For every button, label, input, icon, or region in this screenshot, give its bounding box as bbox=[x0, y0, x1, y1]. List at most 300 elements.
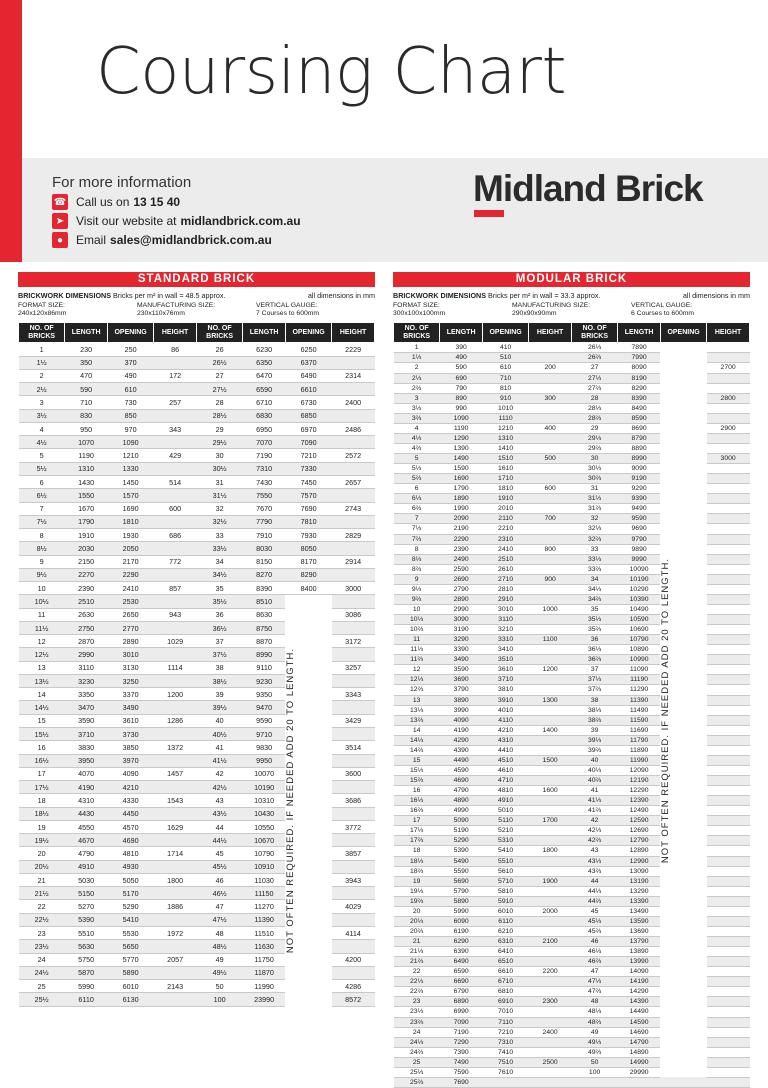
table-cell: 12390 bbox=[618, 796, 661, 806]
table-cell: 4570 bbox=[107, 820, 153, 833]
table-cell: 5½ bbox=[19, 462, 65, 475]
table-row bbox=[394, 1077, 750, 1087]
table-cell: 4190 bbox=[440, 725, 483, 735]
table-cell: 86 bbox=[154, 343, 197, 356]
standard-brick-panel bbox=[18, 272, 375, 1024]
table-cell: 1090 bbox=[107, 436, 153, 449]
table-cell: 5290 bbox=[107, 900, 153, 913]
table-cell: 18 bbox=[394, 846, 440, 856]
table-cell: 37½ bbox=[196, 648, 242, 661]
table-cell: 1543 bbox=[154, 794, 197, 807]
table-cell: 25⅔ bbox=[394, 1077, 440, 1087]
table-cell: 2510 bbox=[65, 595, 108, 608]
table-cell bbox=[707, 786, 750, 796]
table-cell bbox=[707, 594, 750, 604]
table-cell: 9590 bbox=[618, 514, 661, 524]
table-cell: 11 bbox=[19, 608, 65, 621]
table-cell: 10090 bbox=[618, 564, 661, 574]
table-cell bbox=[707, 695, 750, 705]
table-cell bbox=[707, 584, 750, 594]
table-cell: 8490 bbox=[618, 403, 661, 413]
table-cell bbox=[332, 728, 375, 741]
table-cell: 9190 bbox=[618, 474, 661, 484]
table-cell: 31½ bbox=[196, 489, 242, 502]
table-cell: 3 bbox=[19, 396, 65, 409]
table-cell: 4½ bbox=[19, 436, 65, 449]
table-cell: 22 bbox=[394, 967, 440, 977]
table-cell: 10490 bbox=[618, 604, 661, 614]
table-cell: 27 bbox=[196, 369, 242, 382]
table-cell: 1690 bbox=[440, 474, 483, 484]
table-cell: 5050 bbox=[107, 873, 153, 886]
table-cell: 24 bbox=[19, 953, 65, 966]
table-cell: 9290 bbox=[618, 484, 661, 494]
table-cell: 25 bbox=[394, 1057, 440, 1067]
table-cell: 4610 bbox=[482, 765, 528, 775]
cursor-icon: ➤ bbox=[52, 213, 68, 229]
table-cell: 343 bbox=[154, 422, 197, 435]
table-cell bbox=[529, 776, 572, 786]
table-cell: 27⅔ bbox=[571, 383, 617, 393]
table-cell: 5910 bbox=[482, 896, 528, 906]
table-cell: 3686 bbox=[332, 794, 375, 807]
table-cell: 10⅔ bbox=[394, 625, 440, 635]
table-cell: 1990 bbox=[440, 504, 483, 514]
table-cell: 490 bbox=[440, 353, 483, 363]
table-cell: 2310 bbox=[482, 534, 528, 544]
table-cell: 5 bbox=[19, 449, 65, 462]
standard-dims-text: Bricks per m² in wall = 48.5 approx. bbox=[113, 291, 226, 300]
table-cell: 3514 bbox=[332, 741, 375, 754]
table-cell: 2610 bbox=[482, 564, 528, 574]
table-cell: 6970 bbox=[285, 422, 331, 435]
table-cell: 28 bbox=[571, 393, 617, 403]
table-cell: 12½ bbox=[19, 648, 65, 661]
table-cell bbox=[332, 807, 375, 820]
call-number[interactable]: 13 15 40 bbox=[133, 195, 181, 209]
column-header: HEIGHT bbox=[529, 323, 572, 343]
table-cell: 10⅓ bbox=[394, 615, 440, 625]
table-cell: 5410 bbox=[482, 846, 528, 856]
page-title: Coursing Chart bbox=[96, 35, 567, 109]
table-cell: 950 bbox=[65, 422, 108, 435]
table-cell: 10390 bbox=[618, 594, 661, 604]
table-cell: 3943 bbox=[332, 873, 375, 886]
table-cell: 990 bbox=[440, 403, 483, 413]
table-cell: 40½ bbox=[196, 728, 242, 741]
table-cell: 21⅔ bbox=[394, 957, 440, 967]
table-cell: 38 bbox=[571, 695, 617, 705]
table-cell: 3010 bbox=[107, 648, 153, 661]
table-cell: 8572 bbox=[332, 993, 375, 1006]
table-cell: 48½ bbox=[196, 940, 242, 953]
table-cell: 24 bbox=[394, 1027, 440, 1037]
table-cell: 1029 bbox=[154, 635, 197, 648]
table-cell: 4690 bbox=[440, 776, 483, 786]
table-cell: 1800 bbox=[529, 846, 572, 856]
table-cell: 7930 bbox=[285, 529, 331, 542]
table-cell: 23 bbox=[19, 927, 65, 940]
table-cell: 943 bbox=[154, 608, 197, 621]
table-cell: 32 bbox=[571, 514, 617, 524]
table-cell: 890 bbox=[440, 393, 483, 403]
table-cell bbox=[529, 896, 572, 906]
table-cell: 14190 bbox=[618, 977, 661, 987]
table-cell: 25⅓ bbox=[394, 1067, 440, 1077]
table-cell: 3190 bbox=[440, 625, 483, 635]
table-cell: 2914 bbox=[332, 555, 375, 568]
table-cell: 4200 bbox=[332, 953, 375, 966]
table-cell: 1900 bbox=[529, 876, 572, 886]
table-cell bbox=[529, 584, 572, 594]
modular-gauge-value: 6 Courses to 600mm bbox=[631, 310, 695, 318]
table-cell: 44⅓ bbox=[571, 886, 617, 896]
table-cell bbox=[707, 715, 750, 725]
table-cell: 2590 bbox=[440, 564, 483, 574]
brand-logo: Midland Brick bbox=[473, 168, 703, 209]
table-cell: 5490 bbox=[440, 856, 483, 866]
table-cell: 15 bbox=[19, 714, 65, 727]
table-cell: 49⅔ bbox=[571, 1047, 617, 1057]
table-cell bbox=[529, 443, 572, 453]
table-cell: 4 bbox=[19, 422, 65, 435]
table-cell: 410 bbox=[482, 343, 528, 353]
table-cell: 19½ bbox=[19, 834, 65, 847]
table-cell bbox=[529, 413, 572, 423]
table-cell: 39 bbox=[571, 725, 617, 735]
table-cell: 7990 bbox=[618, 353, 661, 363]
table-cell: 48 bbox=[196, 927, 242, 940]
table-cell: 6 bbox=[19, 475, 65, 488]
table-cell: 1450 bbox=[107, 475, 153, 488]
table-cell bbox=[154, 674, 197, 687]
table-cell: 6250 bbox=[285, 343, 331, 356]
table-cell: 2050 bbox=[107, 542, 153, 555]
table-cell: 9⅔ bbox=[394, 594, 440, 604]
table-cell: 4430 bbox=[65, 807, 108, 820]
table-cell: 8⅓ bbox=[394, 554, 440, 564]
table-cell: 3370 bbox=[107, 688, 153, 701]
table-cell: 3429 bbox=[332, 714, 375, 727]
table-cell: 7070 bbox=[243, 436, 286, 449]
table-cell: 710 bbox=[65, 396, 108, 409]
table-cell: 8290 bbox=[618, 383, 661, 393]
table-cell bbox=[707, 383, 750, 393]
table-cell bbox=[332, 436, 375, 449]
table-cell: 11⅔ bbox=[394, 655, 440, 665]
table-cell: 9950 bbox=[243, 754, 286, 767]
table-cell: 30⅓ bbox=[571, 464, 617, 474]
table-cell: 1629 bbox=[154, 820, 197, 833]
table-cell: 24½ bbox=[19, 966, 65, 979]
table-cell bbox=[529, 534, 572, 544]
table-cell bbox=[707, 816, 750, 826]
table-cell: 1410 bbox=[482, 443, 528, 453]
table-row bbox=[19, 475, 375, 488]
table-cell: 48 bbox=[571, 997, 617, 1007]
table-cell bbox=[332, 568, 375, 581]
table-cell: 7570 bbox=[285, 489, 331, 502]
table-cell: 2890 bbox=[107, 635, 153, 648]
table-cell: 6110 bbox=[482, 916, 528, 926]
table-cell: 3910 bbox=[482, 695, 528, 705]
table-cell: 6710 bbox=[243, 396, 286, 409]
table-cell: 5990 bbox=[440, 906, 483, 916]
table-cell: 10310 bbox=[243, 794, 286, 807]
table-cell: 2500 bbox=[529, 1057, 572, 1067]
table-cell: 490 bbox=[107, 369, 153, 382]
table-cell: 10990 bbox=[618, 655, 661, 665]
table-cell: 3990 bbox=[440, 705, 483, 715]
table-cell: 590 bbox=[65, 383, 108, 396]
table-cell: 7430 bbox=[243, 475, 286, 488]
table-cell bbox=[529, 1007, 572, 1017]
table-cell bbox=[707, 524, 750, 534]
table-cell: 1910 bbox=[65, 529, 108, 542]
table-cell bbox=[707, 765, 750, 775]
table-cell: 10670 bbox=[243, 834, 286, 847]
table-cell: 8390 bbox=[618, 393, 661, 403]
table-cell: 4790 bbox=[440, 786, 483, 796]
table-cell: 14 bbox=[19, 688, 65, 701]
table-cell: 8⅔ bbox=[394, 564, 440, 574]
table-cell: 3970 bbox=[107, 754, 153, 767]
table-cell: 29 bbox=[571, 423, 617, 433]
table-cell: 22½ bbox=[19, 913, 65, 926]
table-cell: 40 bbox=[571, 755, 617, 765]
table-cell bbox=[707, 373, 750, 383]
table-cell: 1200 bbox=[154, 688, 197, 701]
table-cell: 8990 bbox=[243, 648, 286, 661]
table-cell: 2870 bbox=[65, 635, 108, 648]
table-cell: 13790 bbox=[618, 937, 661, 947]
table-cell: 20⅔ bbox=[394, 926, 440, 936]
table-cell bbox=[529, 947, 572, 957]
table-cell: 5890 bbox=[440, 896, 483, 906]
table-cell: 32⅓ bbox=[571, 524, 617, 534]
table-cell: 16 bbox=[19, 741, 65, 754]
table-cell: 8510 bbox=[243, 595, 286, 608]
table-cell: 41⅔ bbox=[571, 806, 617, 816]
table-cell: 7610 bbox=[482, 1067, 528, 1077]
standard-dims-label: BRICKWORK DIMENSIONS bbox=[18, 291, 112, 300]
table-cell bbox=[154, 860, 197, 873]
table-cell: 32½ bbox=[196, 515, 242, 528]
table-cell: 46 bbox=[196, 873, 242, 886]
table-cell: 300 bbox=[529, 393, 572, 403]
table-cell: 33⅔ bbox=[571, 564, 617, 574]
table-cell: 5150 bbox=[65, 887, 108, 900]
table-cell: 2810 bbox=[482, 584, 528, 594]
table-cell: 6090 bbox=[440, 916, 483, 926]
table-cell: 3950 bbox=[65, 754, 108, 767]
table-cell: 8590 bbox=[618, 413, 661, 423]
table-cell: 2890 bbox=[440, 594, 483, 604]
table-cell: 2229 bbox=[332, 343, 375, 356]
table-cell: 8400 bbox=[285, 582, 331, 595]
table-cell bbox=[707, 635, 750, 645]
table-cell bbox=[529, 1067, 572, 1077]
table-cell: 38 bbox=[196, 661, 242, 674]
table-cell: 17 bbox=[394, 816, 440, 826]
table-cell bbox=[707, 1077, 750, 1087]
table-cell: 1114 bbox=[154, 661, 197, 674]
table-cell: 13190 bbox=[618, 876, 661, 886]
table-cell: 610 bbox=[482, 363, 528, 373]
table-cell: 5750 bbox=[65, 953, 108, 966]
table-cell: 7090 bbox=[440, 1017, 483, 1027]
table-cell: 6⅔ bbox=[394, 504, 440, 514]
table-cell: 6990 bbox=[440, 1007, 483, 1017]
table-cell: 2057 bbox=[154, 953, 197, 966]
table-cell: 6910 bbox=[482, 997, 528, 1007]
table-cell: 15½ bbox=[19, 728, 65, 741]
table-cell: 1810 bbox=[482, 484, 528, 494]
table-cell: 1310 bbox=[65, 462, 108, 475]
table-cell: 2⅔ bbox=[394, 383, 440, 393]
table-cell: 8690 bbox=[618, 423, 661, 433]
table-cell: 28⅓ bbox=[571, 403, 617, 413]
modular-dims-label: BRICKWORK DIMENSIONS bbox=[393, 291, 487, 300]
table-cell: 13090 bbox=[618, 866, 661, 876]
table-cell: 250 bbox=[107, 343, 153, 356]
table-cell: 2900 bbox=[707, 423, 750, 433]
modular-dims-right: all dimensions in mm bbox=[682, 291, 750, 300]
table-cell: 350 bbox=[65, 356, 108, 369]
table-cell: 2210 bbox=[482, 524, 528, 534]
table-cell: 8170 bbox=[285, 555, 331, 568]
table-cell: 3172 bbox=[332, 635, 375, 648]
table-cell bbox=[154, 436, 197, 449]
table-cell: 772 bbox=[154, 555, 197, 568]
table-cell: 49⅓ bbox=[571, 1037, 617, 1047]
table-cell: 41 bbox=[196, 741, 242, 754]
column-header: HEIGHT bbox=[332, 323, 375, 343]
table-cell bbox=[707, 625, 750, 635]
table-cell: 8030 bbox=[243, 542, 286, 555]
table-cell bbox=[707, 433, 750, 443]
table-cell: 9 bbox=[394, 574, 440, 584]
table-cell: 6 bbox=[394, 484, 440, 494]
table-cell bbox=[154, 462, 197, 475]
table-cell: 4210 bbox=[482, 725, 528, 735]
table-cell: 2990 bbox=[65, 648, 108, 661]
table-cell: 4410 bbox=[482, 745, 528, 755]
table-cell bbox=[707, 957, 750, 967]
web-link[interactable]: midlandbrick.com.au bbox=[180, 214, 301, 228]
table-cell bbox=[332, 383, 375, 396]
table-cell: 30⅔ bbox=[571, 474, 617, 484]
table-cell: 9890 bbox=[618, 544, 661, 554]
table-cell bbox=[707, 484, 750, 494]
table-cell: 6510 bbox=[482, 957, 528, 967]
table-cell: 18½ bbox=[19, 807, 65, 820]
table-cell: 9½ bbox=[19, 568, 65, 581]
table-cell bbox=[529, 806, 572, 816]
table-cell: 18⅔ bbox=[394, 866, 440, 876]
table-cell: 42 bbox=[196, 767, 242, 780]
table-cell: 5510 bbox=[65, 927, 108, 940]
table-cell: 13890 bbox=[618, 947, 661, 957]
table-cell bbox=[707, 655, 750, 665]
table-cell bbox=[529, 715, 572, 725]
table-cell: 44 bbox=[571, 876, 617, 886]
table-cell: 3090 bbox=[440, 615, 483, 625]
table-cell: 5690 bbox=[440, 876, 483, 886]
table-cell: 5390 bbox=[440, 846, 483, 856]
table-cell bbox=[332, 595, 375, 608]
table-cell: 45⅔ bbox=[571, 926, 617, 936]
table-cell: 43 bbox=[571, 846, 617, 856]
table-cell bbox=[332, 621, 375, 634]
table-cell: 45⅓ bbox=[571, 916, 617, 926]
table-cell: 11490 bbox=[618, 705, 661, 715]
table-cell: 7910 bbox=[243, 529, 286, 542]
table-cell: 910 bbox=[482, 393, 528, 403]
table-cell: 12790 bbox=[618, 836, 661, 846]
table-cell: 6590 bbox=[440, 967, 483, 977]
table-cell: 1430 bbox=[65, 475, 108, 488]
table-cell: 15 bbox=[394, 755, 440, 765]
logo-underline bbox=[474, 210, 504, 217]
table-cell bbox=[154, 807, 197, 820]
table-cell: 3250 bbox=[107, 674, 153, 687]
table-cell: 15⅔ bbox=[394, 776, 440, 786]
table-cell bbox=[660, 1077, 706, 1087]
table-row bbox=[394, 343, 750, 353]
standard-dims-right: all dimensions in mm bbox=[307, 291, 375, 300]
table-cell: 4550 bbox=[65, 820, 108, 833]
table-cell: 3130 bbox=[107, 661, 153, 674]
table-cell: 3490 bbox=[440, 655, 483, 665]
table-cell: 5810 bbox=[482, 886, 528, 896]
table-cell: 2170 bbox=[107, 555, 153, 568]
table-cell: 4110 bbox=[482, 715, 528, 725]
table-cell: 8290 bbox=[285, 568, 331, 581]
table-cell: 37 bbox=[571, 665, 617, 675]
table-cell: 24⅓ bbox=[394, 1037, 440, 1047]
table-cell bbox=[707, 906, 750, 916]
table-cell: 4810 bbox=[107, 847, 153, 860]
column-header: OPENING bbox=[107, 323, 153, 343]
table-cell: 12690 bbox=[618, 826, 661, 836]
table-cell: 14⅔ bbox=[394, 745, 440, 755]
table-cell: 10790 bbox=[618, 635, 661, 645]
table-cell bbox=[707, 876, 750, 886]
table-cell: 31 bbox=[196, 475, 242, 488]
web-prefix: Visit our website at bbox=[76, 214, 177, 228]
table-cell: 857 bbox=[154, 582, 197, 595]
table-cell: 38⅓ bbox=[571, 705, 617, 715]
table-cell: 3857 bbox=[332, 847, 375, 860]
table-cell: 3310 bbox=[482, 635, 528, 645]
table-cell: 11890 bbox=[618, 745, 661, 755]
table-cell: 2010 bbox=[482, 504, 528, 514]
table-cell: 12 bbox=[394, 665, 440, 675]
table-cell: 16 bbox=[394, 786, 440, 796]
table-cell: 34½ bbox=[196, 568, 242, 581]
table-cell bbox=[332, 409, 375, 422]
table-cell: 5870 bbox=[65, 966, 108, 979]
red-accent-bar bbox=[0, 0, 22, 262]
table-cell: 47½ bbox=[196, 913, 242, 926]
email-link[interactable]: sales@midlandbrick.com.au bbox=[110, 233, 272, 247]
table-cell: 34 bbox=[571, 574, 617, 584]
table-cell: 6210 bbox=[482, 926, 528, 936]
table-cell: 5710 bbox=[482, 876, 528, 886]
table-cell: 5790 bbox=[440, 886, 483, 896]
table-cell bbox=[332, 754, 375, 767]
